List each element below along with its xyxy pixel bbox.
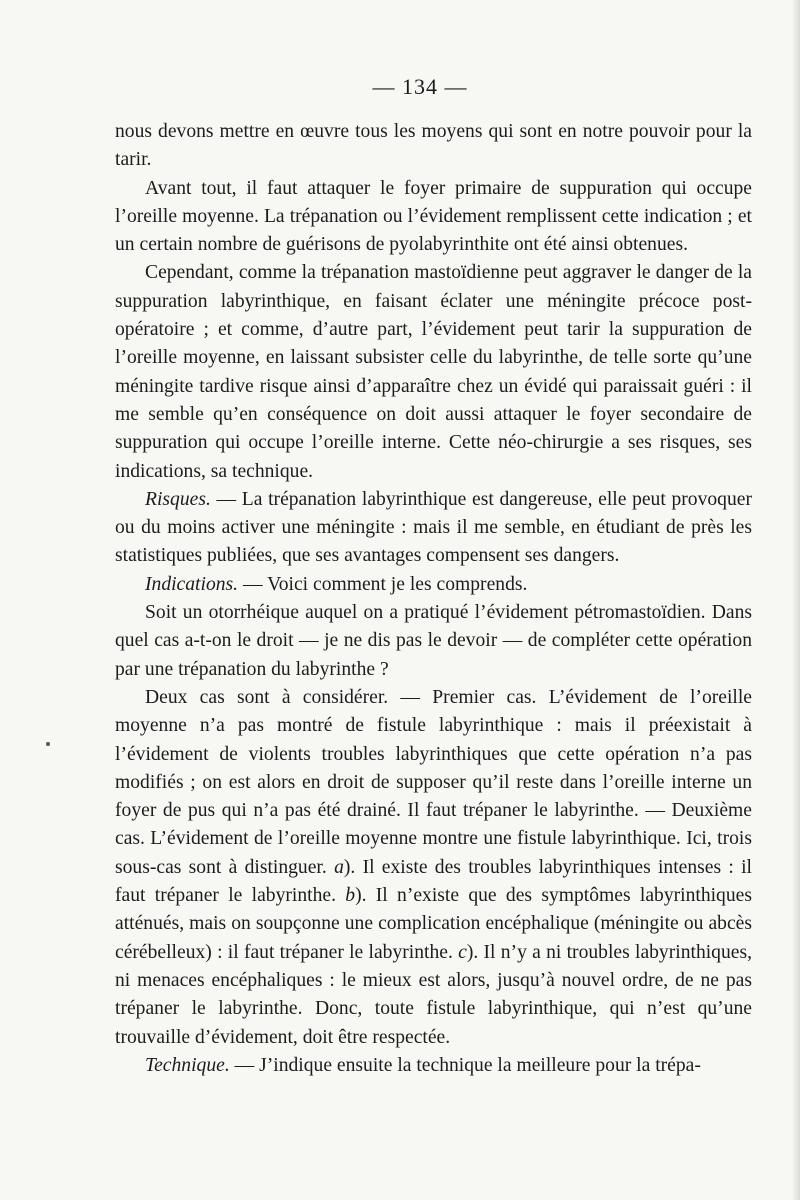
body-text [115,118,752,1080]
paragraph-question: Soit un otorrhéique auquel on a pratiqué l’évidement pétromastoïdien. Dans quel cas a-t-on le droit — je ne dis pas le devoir — de compléter cette opération par une trépanation du labyrinthe ? [115,602,752,680]
paragraph-primary-focus: Avant tout, il faut attaquer le foyer primaire de suppuration qui occupe l’oreille moyenne. La trépanation ou l’évidement remplissent cette indication ; et un certain nombre de guérisons de pyolabyrinthite ont été ainsi obtenues. [115,177,752,256]
paragraph-continuation: nous devons mettre en œuvre tous les moyens qui sont en notre pouvoir pour la tarir. [115,121,752,171]
indications-text: — Voici comment je les comprends. [238,573,528,595]
cases-text-1: Deux cas sont à considérer. — Premier cas. L’évidement de l’oreille moyenne n’a pas montré de fistule labyrinthique : mais il préexistait à l’évidement de violents troubles labyrinthiques que cette opération n’a pas modifiés ; on est alors en droit de supposer qu’il reste dans l’oreille interne un foyer de pus qui n’a pas été drainé. Il faut trépaner le labyrinthe. — Deuxième cas. L’évidement de l’oreille moyenne montre une fistule labyrinthique. Ici, trois sous-cas sont à distinguer. [115,686,752,878]
paragraph-risks [115,486,752,571]
subcase-a-marker: a [334,856,344,878]
indications-heading: Indications. [145,573,239,595]
page-edge-shadow [792,0,800,1200]
cases-text-4: ). Il n’y a ni troubles labyrinthiques, ni menaces encéphaliques : le mieux est alors, jusqu’à nouvel ordre, de ne pas trépaner le labyrinthe. Donc, toute fistule labyrinthique, qui n’est qu’une trouvaille d’évidement, doit être respectée. [115,941,752,1048]
page-number: — 134 — [372,74,468,99]
paragraph-indications [115,571,752,599]
risks-heading: Risques. [145,488,211,510]
cases-text-3: ). Il n’existe que des symptômes labyrinthiques atténués, mais on soupçonne une complication encéphalique (méningite ou abcès cérébelleux) : il faut trépaner le labyrinthe. [115,885,752,963]
technique-heading: Technique. [145,1054,230,1076]
ink-speck [46,742,50,746]
paragraph-cases [115,684,752,1052]
cases-text-2: ). Il existe des troubles labyrinthiques intenses : il faut trépaner le labyrinthe. [115,856,752,907]
paragraph-technique [115,1052,752,1080]
subcase-b-marker: b [345,885,356,907]
technique-text: — J’indique ensuite la technique la meilleure pour la trépa- [229,1054,701,1076]
risks-text: — La trépanation labyrinthique est dangereuse, elle peut provoquer ou du moins activer une méningite : mais il me semble, en étudiant de près les statistiques publiées, que ses avantages compensent ses dangers. [115,488,752,567]
paragraph-secondary-focus: Cependant, comme la trépanation mastoïdienne peut aggraver le danger de la suppuration labyrinthique, en faisant éclater une méningite précoce post-opératoire ; et comme, d’autre part, l’évidement peut tarir la suppuration de l’oreille moyenne, en laissant subsister celle du labyrinthe, de telle sorte qu’une méningite tardive risque ainsi d’apparaître chez un évidé qui paraissait guéri : il me semble qu’en conséquence on doit aussi attaquer le foyer secondaire de suppuration qui occupe l’oreille interne. Cette néo-chirurgie a ses risques, ses indications, sa technique. [115,262,752,482]
subcase-c-marker: c [458,941,467,963]
